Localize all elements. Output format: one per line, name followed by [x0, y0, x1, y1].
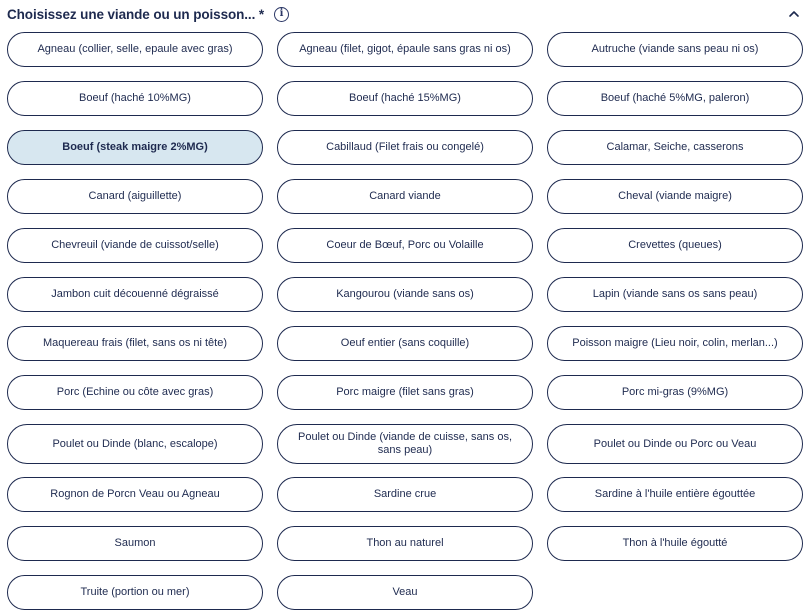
- option-button[interactable]: Boeuf (haché 10%MG): [7, 81, 263, 116]
- option-button[interactable]: Porc maigre (filet sans gras): [277, 375, 533, 410]
- option-button[interactable]: Rognon de Porcn Veau ou Agneau: [7, 477, 263, 512]
- option-button[interactable]: Coeur de Bœuf, Porc ou Volaille: [277, 228, 533, 263]
- option-button[interactable]: Boeuf (haché 15%MG): [277, 81, 533, 116]
- option-button[interactable]: Calamar, Seiche, casserons: [547, 130, 803, 165]
- option-button[interactable]: Canard (aiguillette): [7, 179, 263, 214]
- options-grid: [7, 32, 803, 615]
- option-button[interactable]: Maquereau frais (filet, sans os ni tête): [7, 326, 263, 361]
- option-button[interactable]: Agneau (collier, selle, epaule avec gras): [7, 32, 263, 67]
- option-button[interactable]: Oeuf entier (sans coquille): [277, 326, 533, 361]
- option-button[interactable]: Chevreuil (viande de cuissot/selle): [7, 228, 263, 263]
- option-button[interactable]: Poulet ou Dinde (blanc, escalope): [7, 424, 263, 464]
- option-button[interactable]: Boeuf (haché 5%MG, paleron): [547, 81, 803, 116]
- option-button[interactable]: Sardine crue: [277, 477, 533, 512]
- option-button[interactable]: Boeuf (steak maigre 2%MG): [7, 130, 263, 165]
- option-button[interactable]: Porc (Echine ou côte avec gras): [7, 375, 263, 410]
- question-title: Choisissez une viande ou un poisson... *: [7, 6, 265, 22]
- option-button[interactable]: Kangourou (viande sans os): [277, 277, 533, 312]
- option-button[interactable]: Veau: [277, 575, 533, 610]
- option-button[interactable]: Thon à l'huile égoutté: [547, 526, 803, 561]
- chevron-up-icon[interactable]: [788, 8, 800, 20]
- option-button[interactable]: Canard viande: [277, 179, 533, 214]
- option-button[interactable]: Poulet ou Dinde (viande de cuisse, sans os, sans peau): [277, 424, 533, 464]
- option-button[interactable]: Autruche (viande sans peau ni os): [547, 32, 803, 67]
- option-button[interactable]: Jambon cuit découenné dégraissé: [7, 277, 263, 312]
- option-button[interactable]: Saumon: [7, 526, 263, 561]
- option-button[interactable]: Poisson maigre (Lieu noir, colin, merlan...): [547, 326, 803, 361]
- option-button[interactable]: Agneau (filet, gigot, épaule sans gras ni os): [277, 32, 533, 67]
- option-button[interactable]: Crevettes (queues): [547, 228, 803, 263]
- option-button[interactable]: Truite (portion ou mer): [7, 575, 263, 610]
- option-button[interactable]: Lapin (viande sans os sans peau): [547, 277, 803, 312]
- option-button[interactable]: Thon au naturel: [277, 526, 533, 561]
- option-button[interactable]: Cabillaud (Filet frais ou congelé): [277, 130, 533, 165]
- question-header: [7, 4, 800, 24]
- option-button[interactable]: Porc mi-gras (9%MG): [547, 375, 803, 410]
- option-button[interactable]: Cheval (viande maigre): [547, 179, 803, 214]
- info-icon[interactable]: i: [274, 7, 289, 22]
- option-button[interactable]: Sardine à l'huile entière égouttée: [547, 477, 803, 512]
- option-button[interactable]: Poulet ou Dinde ou Porc ou Veau: [547, 424, 803, 464]
